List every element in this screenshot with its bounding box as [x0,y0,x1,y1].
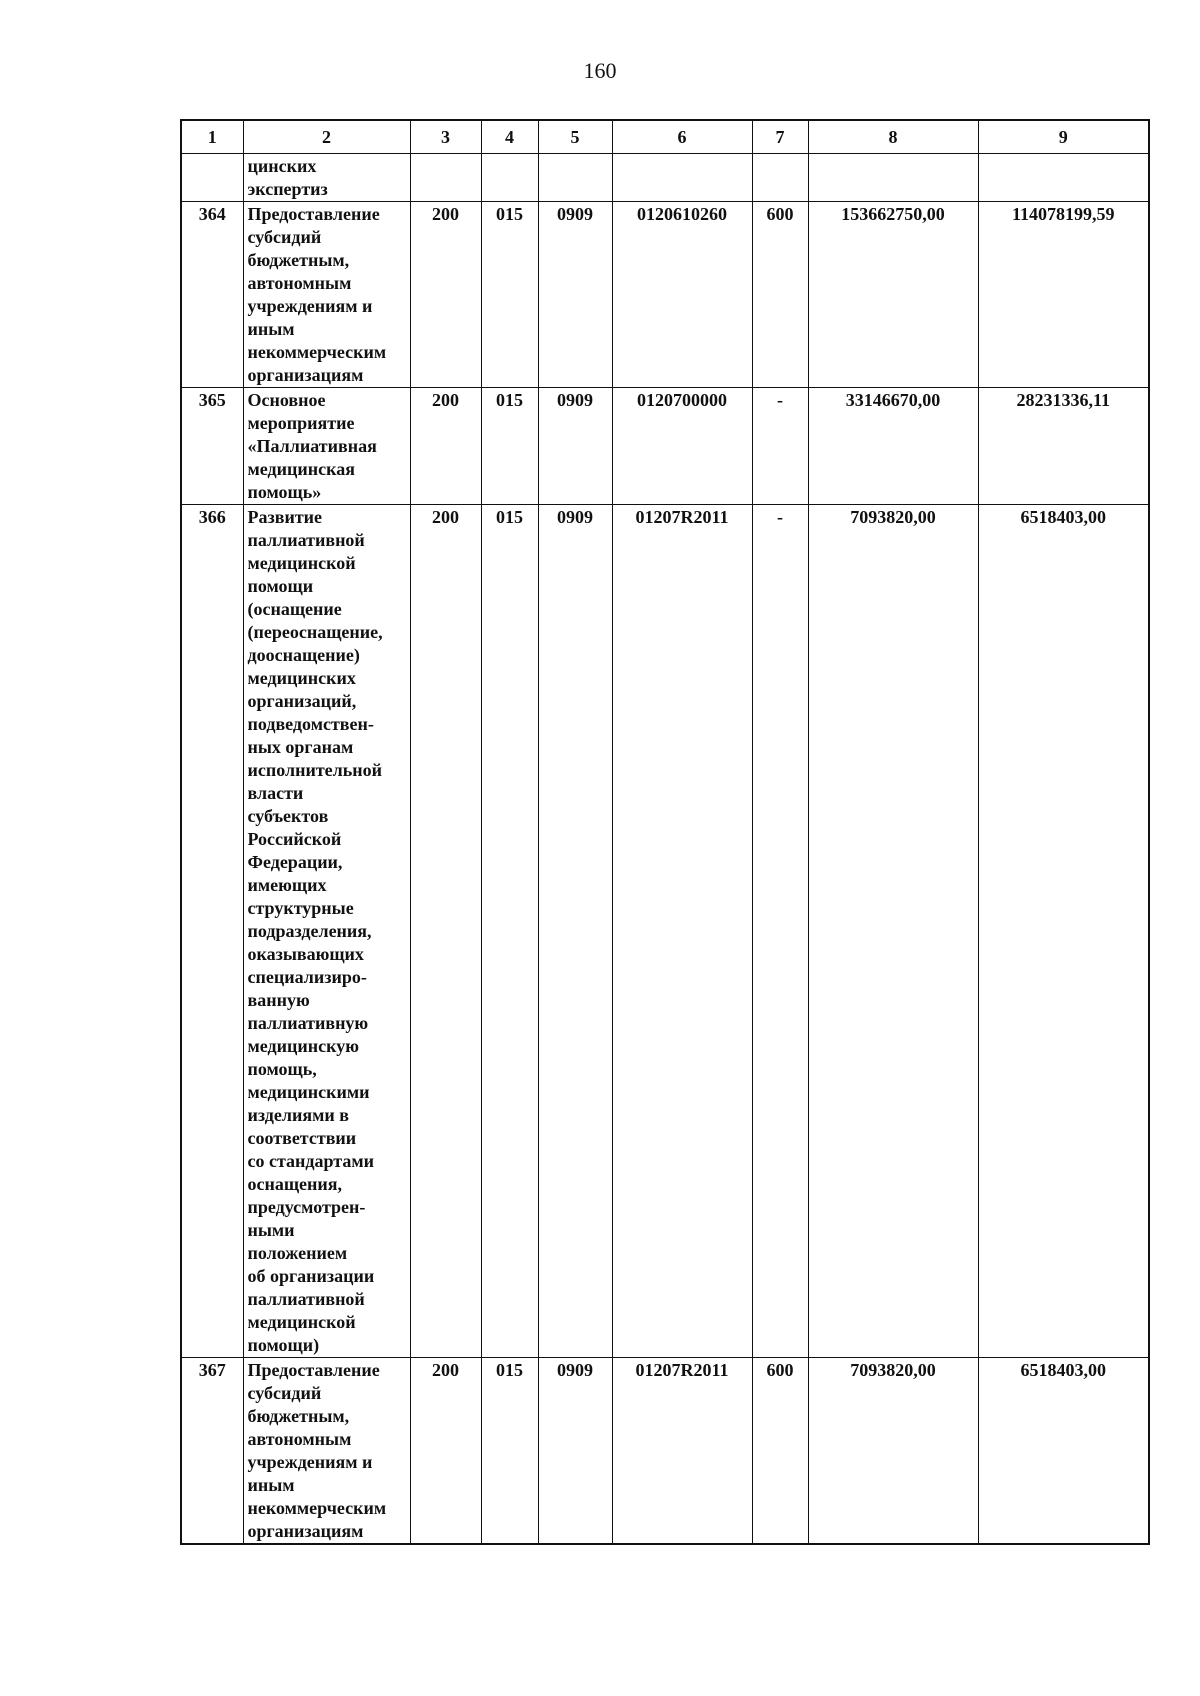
cell-col5: 0909 [538,388,612,505]
cell-col4 [481,154,538,202]
table-row [181,505,1149,1358]
cell-col7: 600 [752,202,808,388]
cell-col3: 200 [410,1358,481,1545]
cell-col9 [978,154,1149,202]
cell-col3 [410,154,481,202]
header-cell-4: 4 [481,120,538,154]
cell-col4: 015 [481,1358,538,1545]
cell-col8: 33146670,00 [808,388,978,505]
header-cell-7: 7 [752,120,808,154]
row-name: Развитие паллиативной медицинской помощи (оснащение (переоснащение, дооснащение) медицинских организаций, подведомствен- ных органам исполнительной власти субъектов Российской Федерации, имеющих структурные подразделения, оказывающих специализиро- ванную паллиативную медицинскую помощь, медицинскими изделиями в соответствии со стандартами оснащения, предусмотрен- ными положением об организации паллиативной медицинской помощи) [243,505,410,1358]
table-row [181,202,1149,388]
row-name: Предоставление субсидий бюджетным, автономным учреждениям и иным некоммерческим организациям [243,1358,410,1545]
row-name: Основное мероприятие «Паллиативная медицинская помощь» [243,388,410,505]
cell-col7: 600 [752,1358,808,1545]
cell-col9: 6518403,00 [978,1358,1149,1545]
header-cell-8: 8 [808,120,978,154]
page-number: 160 [583,58,617,83]
cell-col7: - [752,388,808,505]
row-number: 367 [181,1358,243,1545]
cell-col6: 0120610260 [612,202,752,388]
table-row [181,154,1149,202]
cell-col8: 7093820,00 [808,505,978,1358]
table-row [181,388,1149,505]
cell-col8: 153662750,00 [808,202,978,388]
cell-col9: 114078199,59 [978,202,1149,388]
row-number: 364 [181,202,243,388]
header-cell-6: 6 [612,120,752,154]
cell-col8: 7093820,00 [808,1358,978,1545]
cell-col8 [808,154,978,202]
header-cell-1: 1 [181,120,243,154]
header-cell-3: 3 [410,120,481,154]
cell-col3: 200 [410,388,481,505]
cell-col6: 01207R2011 [612,505,752,1358]
cell-col5 [538,154,612,202]
cell-col3: 200 [410,505,481,1358]
cell-col6 [612,154,752,202]
budget-table [180,119,1150,1545]
cell-col5: 0909 [538,505,612,1358]
cell-col3: 200 [410,202,481,388]
header-cell-5: 5 [538,120,612,154]
row-number [181,154,243,202]
cell-col4: 015 [481,202,538,388]
cell-col7: - [752,505,808,1358]
row-number: 365 [181,388,243,505]
table-header-row [181,120,1149,154]
cell-col7 [752,154,808,202]
cell-col9: 28231336,11 [978,388,1149,505]
cell-col5: 0909 [538,202,612,388]
cell-col9: 6518403,00 [978,505,1149,1358]
cell-col6: 01207R2011 [612,1358,752,1545]
cell-col6: 0120700000 [612,388,752,505]
table-row [181,1358,1149,1545]
cell-col4: 015 [481,388,538,505]
row-number: 366 [181,505,243,1358]
row-name: Предоставление субсидий бюджетным, автономным учреждениям и иным некоммерческим организациям [243,202,410,388]
cell-col5: 0909 [538,1358,612,1545]
header-cell-2: 2 [243,120,410,154]
header-cell-9: 9 [978,120,1149,154]
cell-col4: 015 [481,505,538,1358]
row-name: цинских экспертиз [243,154,410,202]
